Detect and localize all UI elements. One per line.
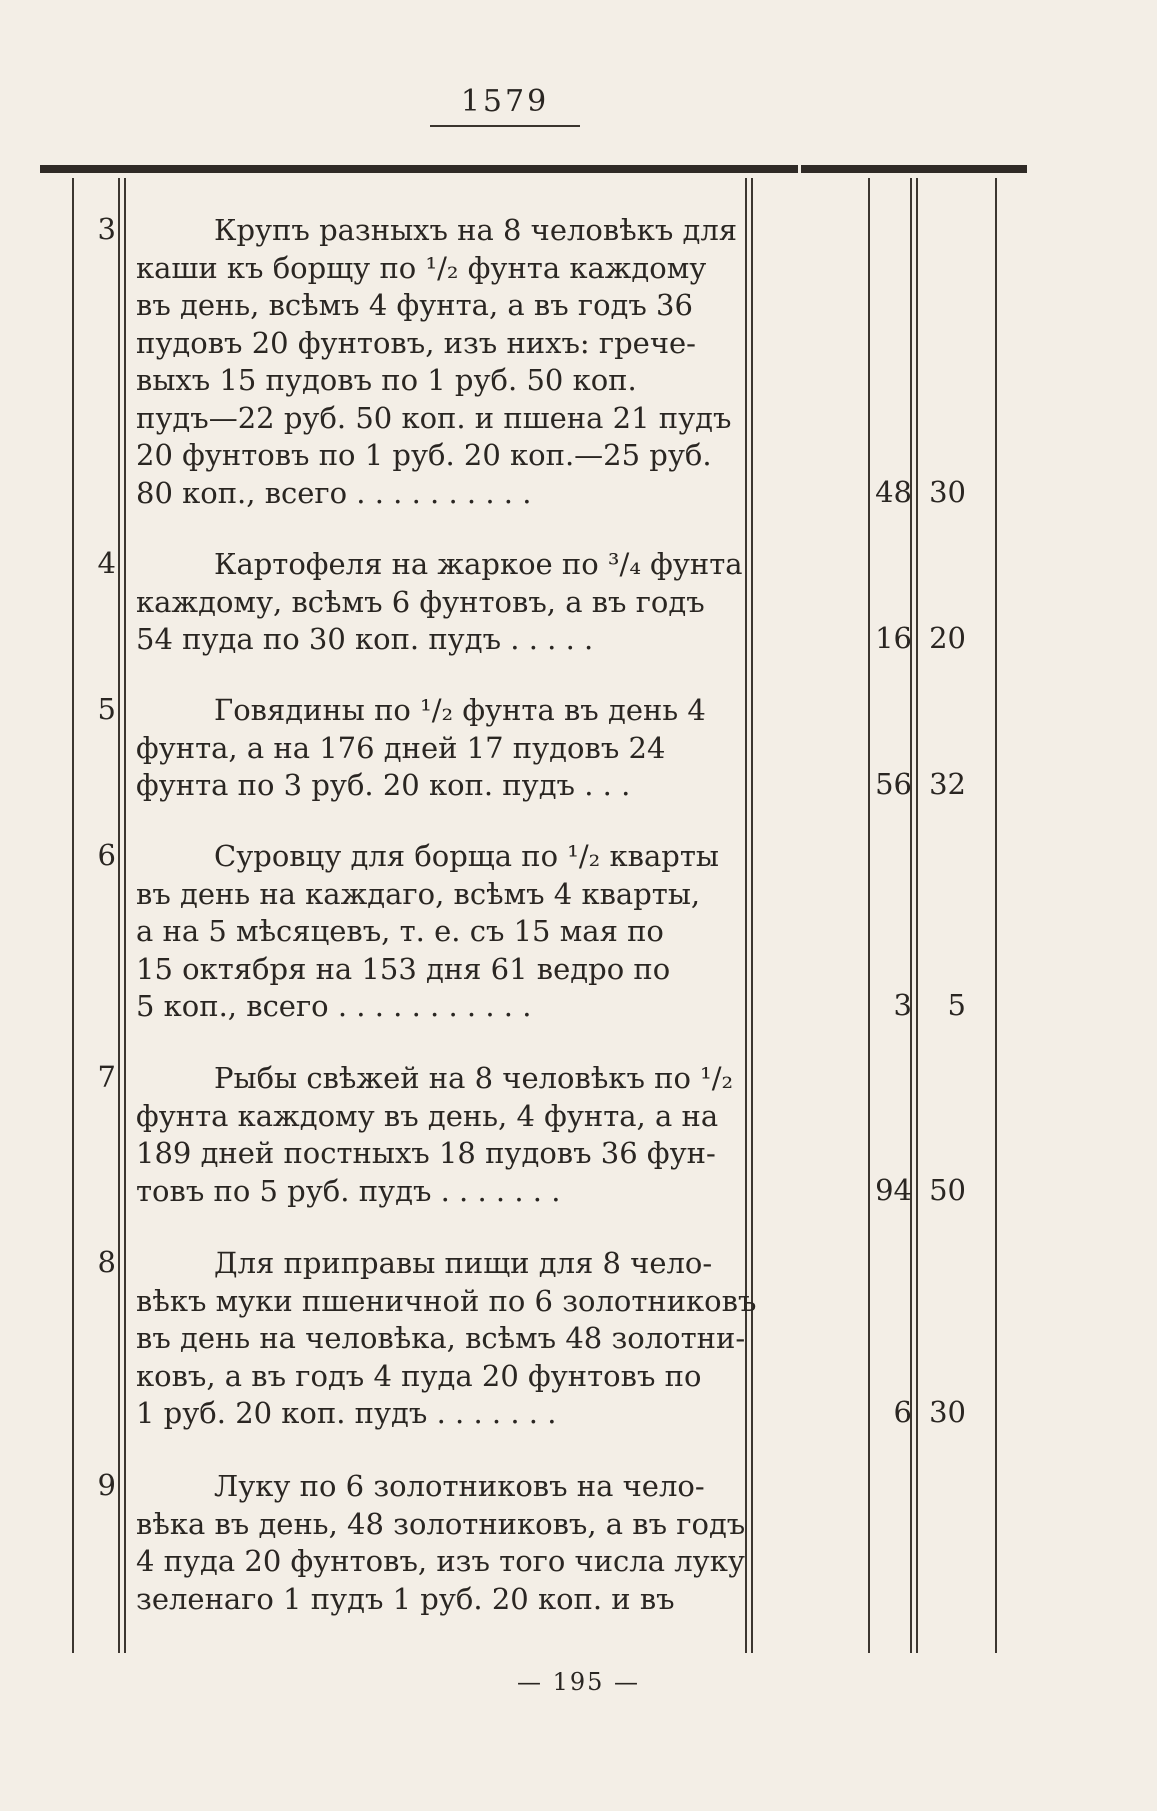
amount-kopecks: 30 — [929, 474, 966, 509]
amount-kopecks: 30 — [929, 1395, 966, 1429]
entry-text-line: фунта, а на 176 дней 17 пудовъ 24 — [136, 730, 666, 765]
entry-text — [136, 1468, 791, 1618]
column-rule-number — [118, 178, 126, 1653]
amount-rubles: 94 — [875, 1172, 912, 1207]
entry-text-line: пудовъ 20 фунтовъ, изъ нихъ: грече- — [136, 325, 696, 360]
column-rule-rubles — [868, 178, 870, 1653]
entry-text — [136, 212, 791, 512]
entry-text-line: 15 октября на 153 дня 61 ведро по — [136, 951, 671, 986]
entry-number: 7 — [97, 1060, 116, 1094]
amount-rubles: 56 — [875, 767, 912, 801]
amount-kopecks: 20 — [929, 621, 966, 655]
entry-text — [136, 838, 791, 1026]
column-rule-left — [72, 178, 74, 1653]
entry-number: 8 — [97, 1245, 116, 1279]
entry-text — [136, 546, 791, 659]
entry-text-line: 20 фунтовъ по 1 руб. 20 коп.—25 руб. — [136, 438, 712, 472]
amount-kopecks: 50 — [929, 1172, 966, 1207]
amount-rubles: 6 — [893, 1395, 912, 1429]
entry-text — [136, 1060, 791, 1210]
entry-text-line: а на 5 мѣсяцевъ, т. е. съ 15 мая по — [136, 914, 664, 948]
amount-rubles: 3 — [893, 988, 912, 1022]
entry-number: 4 — [97, 546, 116, 580]
entry-text-line: Луку по 6 золотниковъ на чело- — [214, 1469, 705, 1503]
entry-text-line: товъ по 5 руб. пудъ . . . . . . . — [136, 1173, 561, 1208]
entry-text-line: фунта по 3 руб. 20 коп. пудъ . . . — [136, 768, 631, 802]
entry-number: 5 — [97, 692, 116, 726]
entry-text-line: Говядины по ¹/₂ фунта въ день 4 — [214, 693, 706, 727]
entry-text-line: каждому, всѣмъ 6 фунтовъ, а въ годъ — [136, 584, 705, 619]
entry-text-line: Крупъ разныхъ на 8 человѣкъ для — [214, 213, 738, 247]
entry-number: 6 — [97, 838, 116, 872]
entry-text-line: 80 коп., всего . . . . . . . . . . — [136, 475, 532, 510]
entry-text-line: зеленаго 1 пудъ 1 руб. 20 коп. и въ — [136, 1581, 675, 1616]
entry-text-line: Рыбы свѣжей на 8 человѣкъ по ¹/₂ — [214, 1061, 734, 1095]
entry-text — [136, 1245, 791, 1433]
footer-page-number: — 195 — — [516, 1668, 641, 1696]
top-rule-right — [801, 165, 1027, 173]
entry-text-line: 1 руб. 20 коп. пудъ . . . . . . . — [136, 1396, 557, 1430]
entry-text-line: фунта каждому въ день, 4 фунта, а на — [136, 1098, 719, 1133]
entry-text-line: 189 дней постныхъ 18 пудовъ 36 фун- — [136, 1136, 716, 1170]
amount-kopecks: 32 — [929, 767, 966, 801]
entry-text-line: вѣка въ день, 48 золотниковъ, а въ годъ — [136, 1506, 746, 1541]
entry-text-line: 4 пуда 20 фунтовъ, изъ того числа луку — [136, 1544, 745, 1578]
entry-number: 3 — [97, 212, 116, 246]
entry-text-line: вѣкъ муки пшеничной по 6 золотниковъ — [136, 1283, 757, 1318]
entry-text-line: 54 пуда по 30 коп. пудъ . . . . . — [136, 622, 594, 656]
amount-kopecks: 5 — [947, 988, 966, 1022]
top-rule — [40, 165, 798, 173]
entry-text — [136, 692, 791, 805]
entry-text-line: Картофеля на жаркое по ³/₄ фунта — [214, 547, 743, 581]
entry-text-line: ковъ, а въ годъ 4 пуда 20 фунтовъ по — [136, 1358, 702, 1393]
entry-text-line: выхъ 15 пудовъ по 1 руб. 50 коп. — [136, 363, 637, 397]
entry-text-line: Для приправы пищи для 8 чело- — [214, 1246, 713, 1280]
entry-text-line: 5 коп., всего . . . . . . . . . . . — [136, 989, 532, 1023]
entry-text-line: въ день на человѣка, всѣмъ 48 золотни- — [136, 1321, 746, 1355]
entry-number: 9 — [97, 1468, 116, 1502]
amount-rubles: 16 — [875, 621, 912, 655]
entry-text-line: каши къ борщу по ¹/₂ фунта каждому — [136, 250, 707, 285]
column-rule-kopecks — [910, 178, 918, 1653]
entry-text-line: пудъ—22 руб. 50 коп. и пшена 21 пудъ — [136, 400, 732, 435]
entry-text-line: Суровцу для борща по ¹/₂ кварты — [214, 839, 719, 873]
entry-text-line: въ день, всѣмъ 4 фунта, а въ годъ 36 — [136, 288, 693, 322]
amount-rubles: 48 — [875, 474, 912, 509]
entry-text-line: въ день на каждаго, всѣмъ 4 кварты, — [136, 876, 701, 911]
column-rule-right — [995, 178, 997, 1653]
page-number: 1579 — [430, 84, 580, 127]
